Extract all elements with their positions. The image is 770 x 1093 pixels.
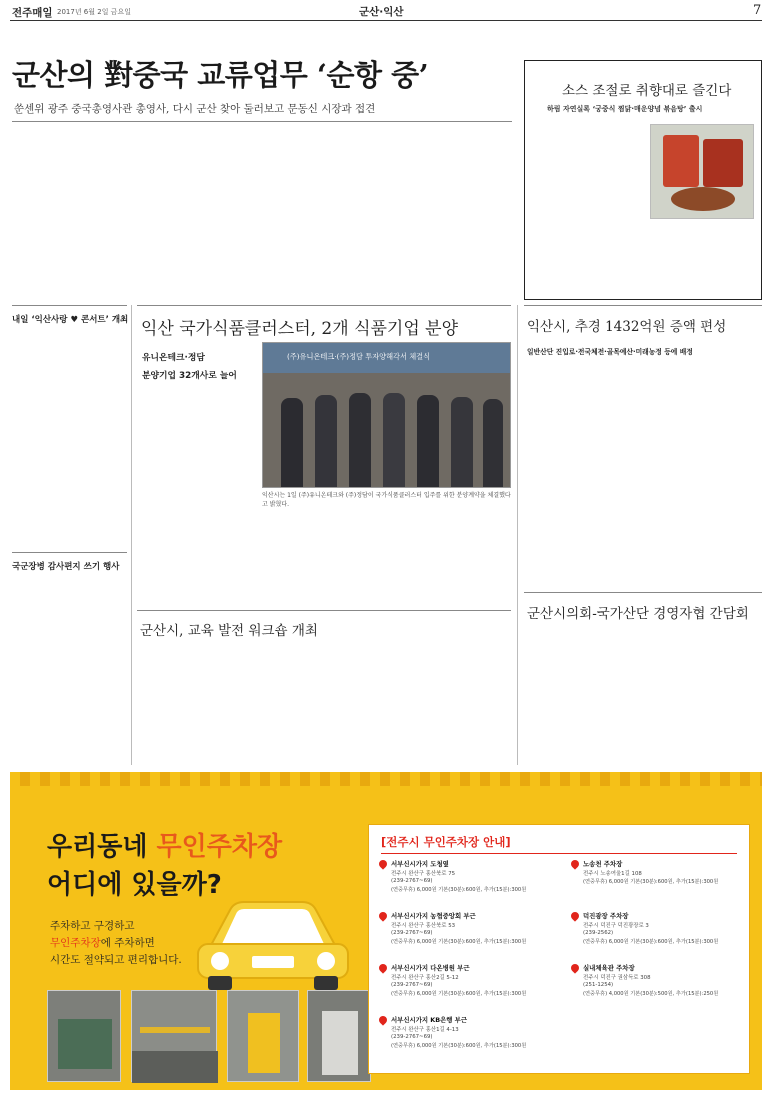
photo-person-1 [281,398,303,488]
lot-name: 노송천 주차장 [583,860,623,868]
ad-desc-line1: 주차하고 구경하고 [50,920,135,932]
lot-name: 서부신시가지 농협중앙회 부근 [391,912,476,920]
lot-name: 실내체육관 주차장 [583,964,635,972]
right-rule2 [524,592,762,593]
parking-lot-entry [569,859,747,909]
ad-desc-highlight: 무인주차장 [50,937,101,949]
ad-desc-line3: 시간도 절약되고 편리합니다. [50,954,182,966]
photo-person-7 [483,399,503,488]
car-icon [190,892,356,992]
col1-story1-body [12,331,127,544]
photo2-road [132,1051,218,1083]
lot-fee: (연중무휴) 6,000원 기본(30분):600원, 추가(15분):300원 [391,1043,527,1049]
council-body-c2 [647,628,762,762]
photo-caption: 익산시는 1일 (주)유니온테크와 (주)정담이 국가식품클러스터 입주를 위한 분양계약을 체결했다고 밝혔다. [262,492,511,508]
parking-lot-entry [377,911,567,961]
center-sub2: 분양기업 32개사로 늘어 [142,371,237,381]
parking-lot-entry [377,1015,567,1065]
ad-desc-line2 [50,935,155,950]
product-pack-1 [663,135,699,187]
lead-body-col4 [393,126,511,296]
workshop-headline: 군산시, 교육 발전 워크숍 개최 [140,623,318,639]
photo-person-5 [417,395,439,488]
masthead [0,0,770,24]
parking-lot-entry [569,963,747,1013]
photo-person-3 [349,393,371,488]
center-body-left [137,388,255,630]
workshop-body-c1 [137,642,255,762]
lead-rule [12,121,512,122]
right1-subheadline: 일반산단 진입로·전국체전·골목예산·미래농정 등에 배정 [527,348,693,356]
photo-banner: (주)유니온테크·(주)정담 투자양해각서 체결식 [287,352,431,361]
right1-body-c2 [647,363,762,585]
lot-phone: (239-2767~69) [391,1033,433,1040]
lead-subheadline: 쑨센위 광주 중국총영사관 총영사, 다시 군산 찾아 둘러보고 문동신 시장과 접견 [14,103,376,115]
center-photo [262,342,511,488]
photo1-booth [58,1019,112,1069]
parking-lot-entry [377,963,567,1013]
tob-body-left [534,124,642,296]
lot-name: 서부신시가지 다온병원 부근 [391,964,470,972]
car-illustration [190,892,356,992]
lots-left-column [377,859,567,1069]
map-pin-icon [569,858,580,869]
council-body-c1 [524,628,639,762]
tob-subheadline: 하림 자연실록 ‘궁중식 찜닭·매운양념 볶음탕’ 출시 [547,105,703,113]
guide-title: [전주시 무인주차장 안내] [381,835,511,849]
lead-body-col3 [265,126,383,296]
tob-body-right [650,224,756,296]
map-pin-icon [377,910,388,921]
lot-address: 전주시 덕진구 덕진광장로 3 [583,923,649,929]
right1-headline: 익산시, 추경 1432억원 증액 편성 [527,319,727,335]
lot-address: 전주시 완산구 홍산2길 5-12 [391,975,459,981]
lot-fee: (연중무휴) 6,000원 기본(30분):600원, 추가(15분):300원 [583,878,719,885]
col1-story2-body [12,578,127,763]
guide-rule [381,853,737,854]
right1-body-c1 [524,363,639,585]
photo-person-4 [383,393,405,488]
lot-phone: (239-2562) [583,929,614,936]
lot-address: 전주시 완산구 홍산1길 4-13 [391,1027,459,1033]
lot-name: 서부신시가지 KB은행 부근 [391,1016,468,1024]
lot-address: 전주시 노송여울1길 108 [583,871,642,877]
lot-phone: (239-2767~69) [391,981,433,988]
product-pack-2 [703,139,743,187]
photo3-kiosk [248,1013,280,1073]
ad-desc-rest: 에 주차하면 [100,937,155,949]
right-divider [517,305,518,765]
lots-right-column [569,859,747,1069]
map-pin-icon [377,962,388,973]
map-pin-icon [377,858,388,869]
ad-title-b: 무인주차장 [156,832,283,862]
lot-fee: (연중무휴) 6,000원 기본(30분):600원, 추가(15분):300원 [583,939,719,945]
map-pin-icon [569,910,580,921]
workshop-body-c2 [262,642,380,762]
lot-fee: (연중무휴) 6,000원 기본(30분):600원, 추가(15분):300원 [391,991,527,997]
col1-divider [131,305,132,765]
lead-body-col1 [12,126,127,296]
lot-fee: (연중무휴) 6,000원 기본(30분):600원, 추가(15분):300원 [391,887,527,893]
paper-name: 전주매일 [12,7,53,19]
right-rule1 [524,305,762,306]
ad-top-stripe [10,772,762,786]
tob-headline: 소스 조절로 취향대로 즐긴다 [562,83,732,99]
center-rule [137,305,511,306]
ad-title-line1 [47,826,282,863]
page-number: 7 [753,3,762,18]
ad-photo-2 [131,990,217,1082]
masthead-date: 2017년 6월 2일 금요일 [57,8,131,16]
map-pin-icon [569,962,580,973]
parking-guide-box [368,824,750,1074]
col1-story2-headline: 국군장병 감사편지 쓰기 행사 [12,562,120,572]
center-sub1: 유니온테크·정담 [142,353,205,363]
photo-person-2 [315,395,337,488]
photo4-machine [322,1011,358,1075]
ad-photo-3 [227,990,299,1082]
lead-body-col2 [137,126,255,296]
photo-person-6 [451,397,473,488]
tob-product-photo [650,124,754,219]
workshop-body-c3 [393,642,511,762]
lot-name: 덕진광장 주차장 [583,912,629,920]
lot-phone: (239-2767~69) [391,877,433,884]
lot-fee: (연중무휴) 4,000원 기본(30분):500원, 추가(15분):250원 [583,991,719,997]
ad-title-a: 우리동네 [47,832,157,862]
masthead-rule [10,20,762,21]
lot-name: 서부신시가지 도청옆 [391,860,449,868]
ad-photo-4 [307,990,371,1082]
lot-phone: (239-2767~69) [391,929,433,936]
center-body-c3 [393,514,511,630]
photo2-gate [140,1027,210,1033]
lot-fee: (연중무휴) 6,000원 기본(30분):600원, 추가(15분):300원 [391,939,527,945]
lot-address: 전주시 덕진구 권삼득로 308 [583,975,651,981]
ad-photo-1 [47,990,121,1082]
col1-rule2 [12,552,127,553]
lot-address: 전주시 완산구 홍산북로 75 [391,871,456,877]
map-pin-icon [377,1014,388,1025]
lot-address: 전주시 완산구 홍산북로 53 [391,923,456,929]
workshop-rule [137,610,511,611]
lead-headline: 군산의 對중국 교류업무 ‘순항 중’ [12,58,429,92]
lot-phone: (251-1254) [583,981,614,988]
col1-rule1 [12,305,127,306]
ad-title-line2: 어디에 있을까? [47,870,222,900]
parking-lot-entry [377,859,567,909]
council-headline: 군산시의회-국가산단 경영자협 간담회 [527,606,749,622]
product-bowl [671,187,735,211]
center-body-c2 [262,514,380,630]
parking-lot-entry [569,911,747,961]
col1-story1-headline: 내일 ‘익산사랑 ♥ 콘서트’ 개최 [12,315,129,325]
parking-ad [10,772,762,1090]
section-name: 군산·익산 [359,6,404,18]
center-headline: 익산 국가식품클러스터, 2개 식품기업 분양 [141,319,459,339]
